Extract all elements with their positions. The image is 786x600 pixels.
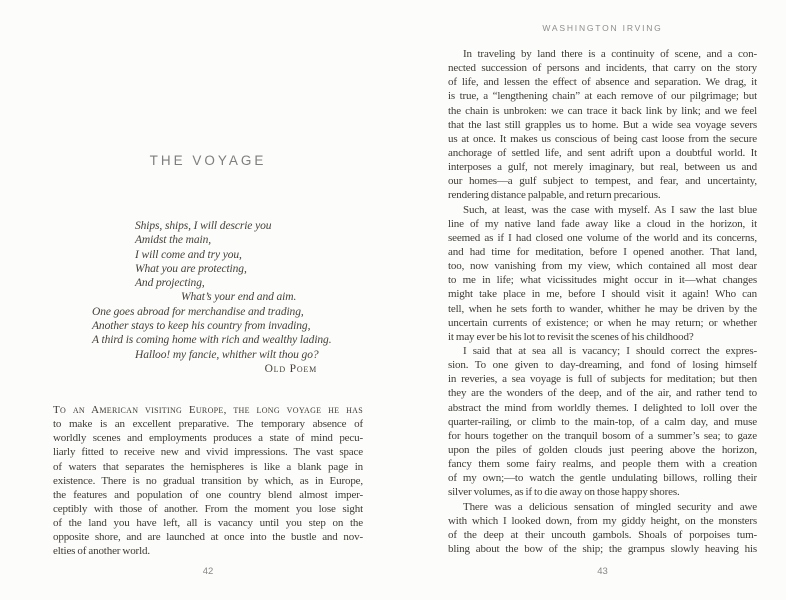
page-right [448,0,757,600]
text-line: us at once. It makes us conscious of being cast loose from the secure [448,132,757,145]
text-line: To an American visiting Europe, the long voyage he has [53,404,363,416]
text-line: of waters that separates the hemispheres is like a blank page in [53,460,363,473]
text-line: is true, a “lengthening chain” at each remove of our pilgrimage; but [448,90,757,103]
page-number-right: 43 [597,566,608,577]
text-line: seemed as if I had closed one volume of the world and its concerns, [448,231,757,244]
text-line: of my own;—to watch the gentle undulating billows, rolling their [448,472,757,485]
poem-line: And projecting, [135,277,205,290]
text-line: the chain is unbroken: we can trace it back link by link; and we feel [448,104,757,117]
text-line: line of my native land fade away like a cloud in the horizon, it [448,217,757,230]
text-line: liarly fitted to receive new and vivid impressions. The vast space [53,446,363,459]
text-line: and had time for meditation, before I opened another. That land, [448,245,757,258]
poem-attribution: Old Poem [264,362,317,375]
text-line: they are the wonders of the deep, and of the air, and rather tend to [448,387,757,400]
text-line: for hours together on the tranquil bosom of a summer’s sea; to gaze [448,429,757,442]
poem-line: One goes abroad for merchandise and trading, [92,305,304,318]
text-line: nected succession of persons and incidents, that carry on the story [448,62,757,75]
text-line: to me in life; what vicissitudes might occur in it—what changes [448,274,757,287]
text-line: that the last still grapples us to home. But a wide sea voyage severs [448,118,757,131]
text-line: silver volumes, as if to die away on those happy shores. [448,486,680,499]
text-line: with which I looked down, from my giddy height, on the monsters [448,514,757,527]
text-line: tell, when he sets forth to wander, whither he may be driven by the [448,302,757,315]
left-page-body-text [53,403,363,559]
text-line: opposite shore, and are launched at once into the bustle and nov- [53,531,363,544]
text-line: fancy them some fairy realms, and people them with a creation [448,458,757,471]
text-line: the features and population of one country blend almost imper- [53,488,363,501]
right-page-body-text [448,47,757,556]
text-line: it may ever be his lot to revisit the scenes of his childhood? [448,330,694,343]
text-line: to make is an excellent preparative. The temporary absence of [53,418,363,431]
text-line: abstract the mind from worldly themes. I delighted to loll over the [448,401,757,414]
poem-line: Ships, ships, I will descrie you [135,220,272,232]
text-line: rendering distance palpable, and return precarious. [448,189,661,202]
text-line: existence. There is no gradual transition by which, as in Europe, [53,474,363,487]
text-line: elties of another world. [53,545,150,558]
poem-epigraph [53,219,363,376]
text-line: ceptibly with those of another. From the moment you lose sight [53,502,363,515]
text-line: of the land you have left, all is vacancy until you step on the [53,517,363,530]
poem-line: Another stays to keep his country from invading, [92,320,311,333]
page-number-left: 42 [202,566,214,577]
poem-line: Halloo! my fancie, whither wilt thou go? [135,348,319,361]
text-line: interposes a gulf, not merely imaginary, but real, between us and [448,161,757,174]
text-line: worldly scenes and employments produces a state of mind pecu- [53,432,363,445]
page-left [53,0,363,600]
poem-line: A third is coming home with rich and wealthy lading. [92,334,332,347]
text-line: bling about the bow of the ship; the grampus slowly heaving his [448,542,757,555]
poem-line: Amidst the main, [135,234,212,247]
running-header: WASHINGTON IRVING [542,23,663,33]
text-line: too, now vanishing from my view, which contained all most dear [448,260,757,273]
text-line: Such, at least, was the case with myself. As I saw the last blue [463,203,757,216]
text-line: sion. To one given to day-dreaming, and fond of losing himself [448,359,757,372]
text-line: our homes—a gulf subject to tempest, and fear, and uncertainty, [448,175,757,188]
text-line: in reveries, a sea voyage is full of subjects for meditation; but then [448,373,757,386]
poem-line: What’s your end and aim. [181,291,297,304]
poem-lines [53,219,363,362]
text-line: upon the piles of golden clouds just peering above the horizon, [448,443,757,456]
text-line: There was a delicious sensation of mingled security and awe [463,500,757,513]
chapter-title: THE VOYAGE [149,153,267,168]
text-line: might take place in me, before I should visit it again! Who can [448,288,757,301]
text-line: of the deep at their uncouth gambols. Shoals of porpoises tum- [448,528,757,541]
text-line: anchorage of settled life, and sent adrift upon a doubtful world. It [448,146,757,159]
poem-line: I will come and try you, [135,248,242,261]
text-line: In traveling by land there is a continuity of scene, and a con- [463,48,757,60]
text-line: I said that at sea all is vacancy; I should correct the expres- [463,344,757,357]
text-line: uncertain currents of existence; or when he may return; or whether [448,316,757,329]
text-line: of life, and lessen the effect of absence and separation. We drag, it [448,76,757,89]
poem-line: What you are protecting, [135,262,247,275]
text-line: quarter-railing, or climb to the main-top, of a calm day, and muse [448,415,757,428]
